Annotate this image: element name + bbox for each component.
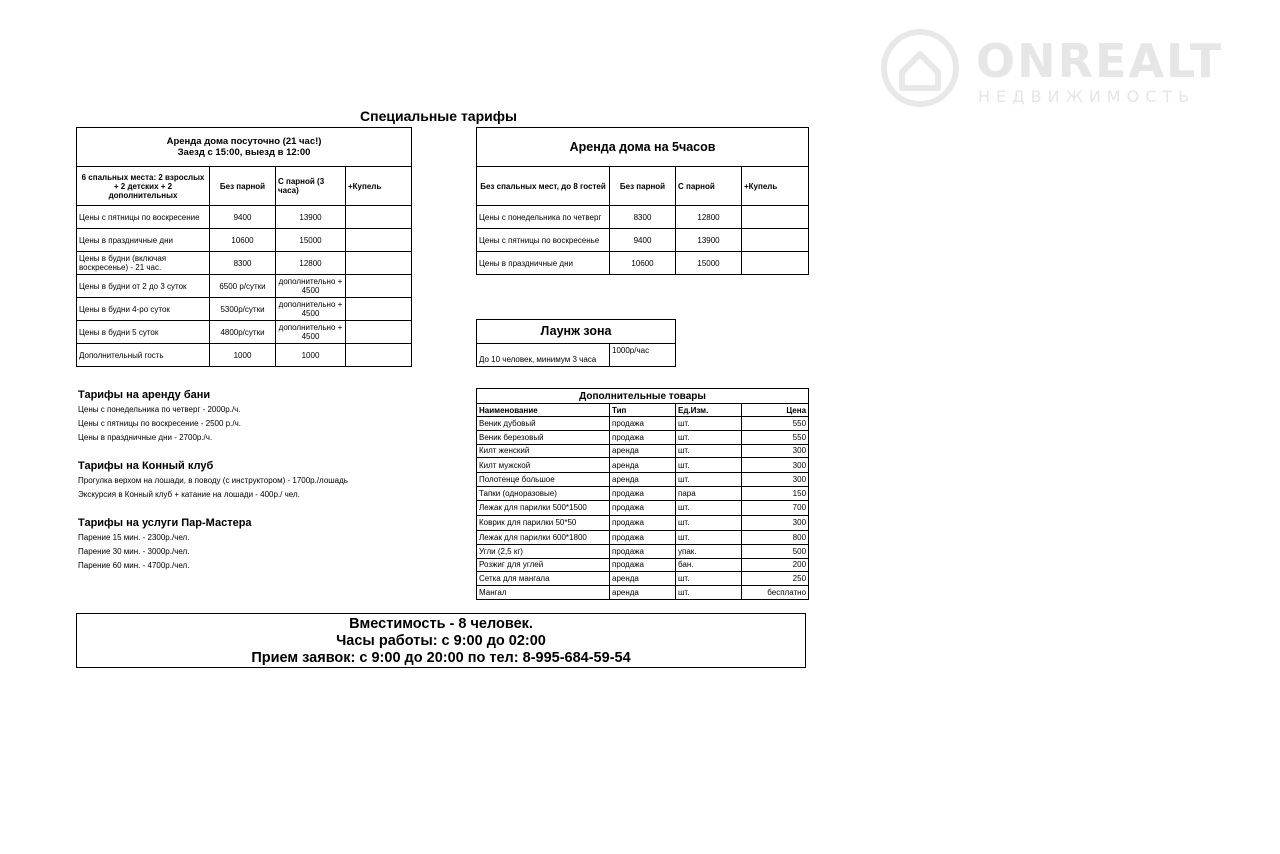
row-steam: 15000 [676, 252, 742, 275]
goods-col-name: Наименование [477, 404, 610, 417]
table-row [77, 275, 412, 298]
goods-price: 150 [742, 487, 809, 501]
goods-type: продажа [610, 544, 676, 558]
goods-unit: бан. [676, 558, 742, 572]
row-steam: 12800 [676, 206, 742, 229]
goods-price: 300 [742, 473, 809, 487]
goods-name: Угли (2,5 кг) [477, 544, 610, 558]
daily-col-kupel: +Купель [346, 167, 412, 206]
row-steam: дополнительно + 4500 [276, 275, 346, 298]
table-row [77, 229, 412, 252]
table-row [477, 487, 809, 501]
steam-master-line: Парение 60 мин. - 4700р./чел. [78, 561, 190, 570]
capacity-line: Вместимость - 8 человек. [349, 616, 533, 632]
goods-name: Полотенце большое [477, 473, 610, 487]
goods-type: продажа [610, 530, 676, 544]
daily-col-steam: С парной (3 часа) [276, 167, 346, 206]
page-title: Специальные тарифы [360, 108, 517, 124]
banya-line: Цены с пятницы по воскресение - 2500 р./ч. [78, 419, 241, 428]
goods-unit: шт. [676, 500, 742, 515]
row-label: Цены с пятницы по воскресение [77, 206, 210, 229]
daily-rent-header [77, 128, 412, 167]
row-steam: 15000 [276, 229, 346, 252]
banya-heading: Тарифы на аренду бани [78, 389, 211, 401]
row-no-steam: 5300р/сутки [210, 298, 276, 321]
table-row [477, 430, 809, 444]
table-row [477, 572, 809, 586]
table-row [77, 252, 412, 275]
goods-price: 250 [742, 572, 809, 586]
row-kupel [742, 206, 809, 229]
goods-type: аренда [610, 444, 676, 458]
goods-type: продажа [610, 558, 676, 572]
row-steam: дополнительно + 4500 [276, 321, 346, 344]
steam-master-section [78, 517, 458, 573]
row-steam: 1000 [276, 344, 346, 367]
goods-unit: пара [676, 487, 742, 501]
row-no-steam: 10600 [210, 229, 276, 252]
goods-name: Лежак для парилки 600*1800 [477, 530, 610, 544]
table-row [477, 252, 809, 275]
goods-name: Килт женский [477, 444, 610, 458]
table-row [77, 321, 412, 344]
row-kupel [346, 229, 412, 252]
table-row [477, 530, 809, 544]
goods-unit: шт. [676, 473, 742, 487]
goods-name: Веник березовый [477, 430, 610, 444]
goods-unit: шт. [676, 586, 742, 600]
lounge-table [476, 319, 676, 367]
house-logo-icon [880, 24, 960, 110]
watermark [880, 24, 1250, 114]
goods-unit: шт. [676, 458, 742, 473]
phone-line: Прием заявок: с 9:00 до 20:00 по тел: 8-995-684-59-54 [251, 650, 631, 666]
lounge-desc: До 10 человек, минимум 3 часа [477, 344, 610, 367]
banya-section [78, 389, 458, 445]
row-no-steam: 8300 [210, 252, 276, 275]
goods-type: продажа [610, 417, 676, 431]
goods-unit: шт. [676, 444, 742, 458]
goods-name: Мангал [477, 586, 610, 600]
table-row [477, 515, 809, 530]
five-hours-table [476, 127, 809, 275]
row-label: Цены в будни (включая воскресенье) - 21 час. [77, 252, 210, 275]
goods-price: 700 [742, 500, 809, 515]
table-row [477, 544, 809, 558]
goods-unit: шт. [676, 417, 742, 431]
goods-name: Розжиг для углей [477, 558, 610, 572]
hours-line: Часы работы: с 9:00 до 02:00 [336, 633, 546, 649]
watermark-tagline: НЕДВИЖИМОСТЬ [978, 87, 1196, 106]
goods-type: аренда [610, 572, 676, 586]
row-no-steam: 10600 [610, 252, 676, 275]
row-label: Цены в будни 5 суток [77, 321, 210, 344]
table-row [477, 473, 809, 487]
goods-price: 300 [742, 515, 809, 530]
row-steam: дополнительно + 4500 [276, 298, 346, 321]
goods-name: Веник дубовый [477, 417, 610, 431]
steam-master-heading: Тарифы на услуги Пар-Мастера [78, 517, 252, 529]
goods-price: 550 [742, 417, 809, 431]
row-steam: 13900 [676, 229, 742, 252]
five-col-no-steam: Без парной [610, 167, 676, 206]
table-row [477, 586, 809, 600]
row-label: Цены с пятницы по воскресенье [477, 229, 610, 252]
goods-name: Килт мужской [477, 458, 610, 473]
goods-type: аренда [610, 586, 676, 600]
goods-price: 300 [742, 458, 809, 473]
row-label: Цены с понедельника по четверг [477, 206, 610, 229]
goods-header: Дополнительные товары [477, 389, 809, 404]
table-row [477, 417, 809, 431]
table-row [477, 458, 809, 473]
goods-col-price: Цена [742, 404, 809, 417]
row-kupel [742, 229, 809, 252]
row-kupel [346, 344, 412, 367]
goods-col-type: Тип [610, 404, 676, 417]
goods-col-unit: Ед.Изм. [676, 404, 742, 417]
goods-price: 500 [742, 544, 809, 558]
row-no-steam: 1000 [210, 344, 276, 367]
goods-price: 800 [742, 530, 809, 544]
row-no-steam: 9400 [610, 229, 676, 252]
goods-price: 200 [742, 558, 809, 572]
row-no-steam: 9400 [210, 206, 276, 229]
goods-name: Коврик для парилки 50*50 [477, 515, 610, 530]
horse-heading: Тарифы на Конный клуб [78, 460, 214, 472]
daily-col-desc: 6 спальных места: 2 взрослых + 2 детских + 2 дополнительных [77, 167, 210, 206]
goods-unit: шт. [676, 572, 742, 586]
table-row [477, 229, 809, 252]
goods-price: 300 [742, 444, 809, 458]
goods-type: продажа [610, 500, 676, 515]
goods-type: продажа [610, 487, 676, 501]
banya-line: Цены с понедельника по четверг - 2000р./ч. [78, 405, 241, 414]
five-hours-header: Аренда дома на 5часов [477, 128, 809, 167]
table-row [77, 206, 412, 229]
horse-line: Прогулка верхом на лошади, в поводу (с инструктором) - 1700р./лошадь [78, 476, 348, 485]
table-row [477, 558, 809, 572]
row-no-steam: 6500 р/сутки [210, 275, 276, 298]
banya-line: Цены в праздничные дни - 2700р./ч. [78, 433, 213, 442]
goods-unit: упак. [676, 544, 742, 558]
goods-type: аренда [610, 473, 676, 487]
goods-type: продажа [610, 430, 676, 444]
table-row [77, 298, 412, 321]
daily-rent-table [76, 127, 412, 367]
lounge-price: 1000р/час [610, 344, 676, 367]
goods-name: Лежак для парилки 500*1500 [477, 500, 610, 515]
watermark-brand: ONREALT [976, 34, 1224, 88]
row-no-steam: 4800р/сутки [210, 321, 276, 344]
table-row [77, 344, 412, 367]
goods-name: Сетка для мангала [477, 572, 610, 586]
goods-unit: шт. [676, 530, 742, 544]
five-col-steam: С парной [676, 167, 742, 206]
steam-master-line: Парение 30 мин. - 3000р./чел. [78, 547, 190, 556]
table-row [477, 500, 809, 515]
info-box [76, 613, 806, 668]
daily-rent-header-line1: Аренда дома посуточно (21 час!) [166, 136, 322, 147]
row-label: Дополнительный гость [77, 344, 210, 367]
table-row [477, 206, 809, 229]
row-kupel [346, 252, 412, 275]
lounge-header: Лаунж зона [477, 320, 676, 344]
table-row [477, 444, 809, 458]
daily-col-no-steam: Без парной [210, 167, 276, 206]
row-label: Цены в праздничные дни [477, 252, 610, 275]
horse-section [78, 460, 458, 502]
row-kupel [742, 252, 809, 275]
row-steam: 12800 [276, 252, 346, 275]
row-label: Цены в будни 4-ро суток [77, 298, 210, 321]
row-label: Цены в праздничные дни [77, 229, 210, 252]
goods-name: Тапки (одноразовые) [477, 487, 610, 501]
row-no-steam: 8300 [610, 206, 676, 229]
daily-rent-header-line2: Заезд с 15:00, выезд в 12:00 [177, 147, 311, 158]
row-steam: 13900 [276, 206, 346, 229]
row-label: Цены в будни от 2 до 3 суток [77, 275, 210, 298]
goods-type: аренда [610, 458, 676, 473]
row-kupel [346, 321, 412, 344]
row-kupel [346, 298, 412, 321]
goods-type: продажа [610, 515, 676, 530]
row-kupel [346, 275, 412, 298]
goods-unit: шт. [676, 430, 742, 444]
horse-line: Экскурсия в Конный клуб + катание на лошади - 400р./ чел. [78, 490, 300, 499]
goods-unit: шт. [676, 515, 742, 530]
steam-master-line: Парение 15 мин. - 2300р./чел. [78, 533, 190, 542]
goods-table [476, 388, 809, 600]
goods-price: 550 [742, 430, 809, 444]
goods-price: бесплатно [742, 586, 809, 600]
five-col-desc: Без спальных мест, до 8 гостей [477, 167, 610, 206]
row-kupel [346, 206, 412, 229]
five-col-kupel: +Купель [742, 167, 809, 206]
